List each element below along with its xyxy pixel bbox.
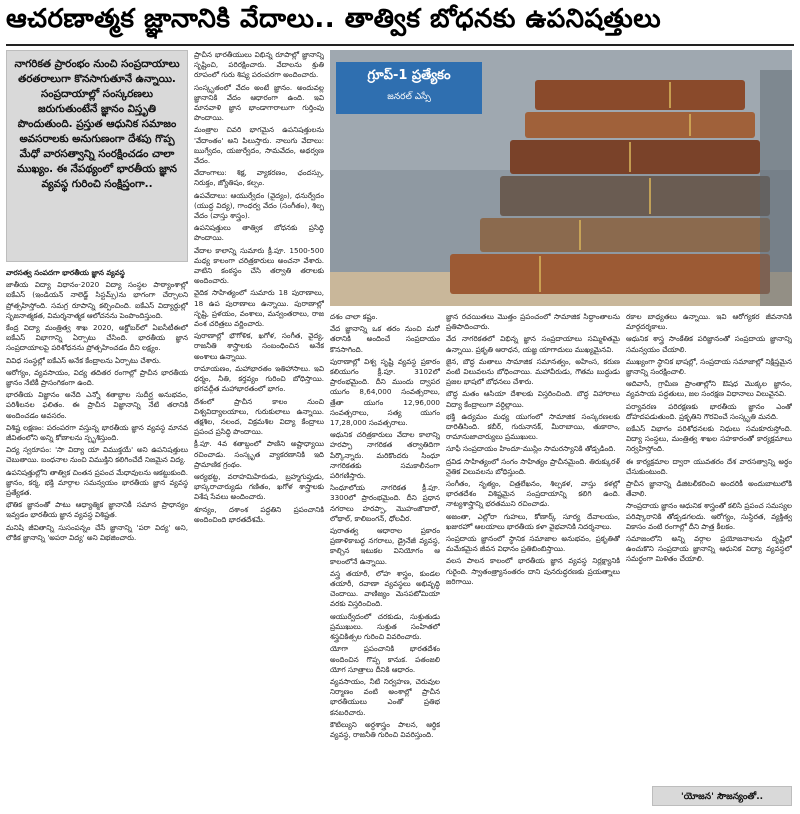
paragraph: సంప్రదాయ జ్ఞానంలో స్థానిక సమాజాల అనుభవం, ప్రకృతితో మమేకమైన జీవన విధానం ప్రతిబింబిస్తాయి. — [446, 534, 620, 554]
paragraph: పురాణాల్లో విశ్వ సృష్టి వ్యవస్థ ప్రకారం కలియుగం క్రీ.పూ. 3102లో ప్రారంభమైంది. దీని ముందు ద్వాపర యుగం 8,64,000 సంవత్సరాలు, త్రేతా యుగం 12,96,000 సంవత్సరాలు, సత్య యుగం 17,28,000 సంవత్సరాలు. — [330, 356, 440, 428]
paragraph: వేద నాగరికతలో విభిన్న జ్ఞాన సంప్రదాయాలు సమ్మిళితమై ఉన్నాయి. ప్రకృతి ఆరాధన, యజ్ఞ యాగాదులు ముఖ్యమైనవి. — [446, 334, 620, 354]
paragraph: ఉపనిషత్తుల్లోని తాత్విక చింతన ప్రపంచ మేధావులను ఆకట్టుకుంది. జ్ఞానం, కర్మ, భక్తి మార్గాల సమన్వయం భారతీయ జ్ఞాన వ్యవస్థ ప్రత్యేకత. — [6, 467, 188, 498]
source-credit: 'యోజన' సౌజన్యంతో.. — [652, 786, 792, 806]
paragraph: భారతీయ విజ్ఞానం అనేది ఎన్నో శతాబ్దాల సుదీర్ఘ అనుభవం, పరిశీలనల ఫలితం. ఈ ప్రాచీన విజ్ఞానాన్ని నేటి తరానికి అందించడం అవసరం. — [6, 390, 188, 420]
headline: ఆచరణాత్మక జ్ఞానానికి వేదాలు.. తాత్విక బోధనకు ఉపనిషత్తులు — [6, 4, 662, 34]
paragraph: భౌతిక జ్ఞానంతో పాటు ఆధ్యాత్మిక జ్ఞానానికీ సమాన ప్రాధాన్యం ఇవ్వడం భారతీయ జ్ఞాన వ్యవస్థ విశిష్టత. — [6, 500, 188, 520]
banner-subtitle: జనరల్ ఎస్సే — [387, 92, 431, 102]
paragraph: దేశంలో ప్రాచీన కాలం నుంచి విశ్వవిద్యాలయాలు, గురుకులాలు ఉన్నాయి. తక్షశిల, నలంద, విక్రమశిల విద్యా కేంద్రాలు ప్రపంచ ప్రసిద్ధి పొందాయి. — [194, 396, 324, 437]
paragraph: దశం చాలా కష్టం. — [330, 312, 378, 321]
paragraph: వారసత్వ సంపదగా భారతీయ జ్ఞాన వ్యవస్థ — [6, 268, 125, 277]
paragraph: సంస్కృతంలో వేదం అంటే జ్ఞానం. అందువల్ల జ్ఞానానికి వేదం ఆధారంగా ఉంది. ఇవి మానవాళి జ్ఞాన భాండాగారాలుగా గుర్తింపు పొందాయి. — [194, 82, 324, 123]
column-4 — [446, 312, 620, 810]
column-1 — [6, 268, 188, 810]
paragraph: ఆదివాసీ, గ్రామీణ ప్రాంతాల్లోని ఔషధ మొక్కల జ్ఞానం, వ్యవసాయ పద్ధతులు, జల సంరక్షణ విధానాలు విలువైనవి. — [626, 379, 792, 399]
paragraph: విశిష్ట లక్షణం: పరంపరగా వస్తున్న భారతీయ జ్ఞాన వ్యవస్థ మానవ జీవితంలోని అన్ని కోణాలను స్పృశిస్తుంది. — [6, 422, 188, 443]
paragraph: జాతీయ విద్యా విధానం-2020 విద్యా సంస్థల పాఠ్యాంశాల్లో ఐకేఎస్ (ఇండియన్ నాలెడ్జ్ సిస్టమ్స్)ను భాగంగా చేర్చాలని ప్రోత్సహిస్తోంది. సమగ్ర రూపాన్ని కల్పించింది. ఐకేఎస్ విద్యార్థుల్లో సృజనాత్మకత, విమర్శనాత్మక ఆలోచనను పెంపొందిస్తుంది. — [6, 280, 188, 320]
paragraph: సింధూలోయ నాగరికత క్రీ.పూ. 3300లో ప్రారంభమైంది. దీని ప్రధాన నగరాలు హరప్పా, మొహంజొదారో, లోథాల్, కాలిబంగన్, ధోలవీర. — [330, 483, 440, 523]
paragraph: ముఖ్యంగా స్థానిక భాషల్లో, సంప్రదాయ సమాజాల్లో నిక్షిప్తమైన జ్ఞానాన్ని సంరక్షించాలి. — [626, 356, 792, 377]
paragraph: జ్ఞాన రచయితలు మొత్తం ప్రపంచంలో సామాజిక సిద్ధాంతాలను ప్రతిపాదించారు. — [446, 312, 620, 332]
paragraph: కౌటిల్యుని అర్థశాస్త్రం పాలన, ఆర్థిక వ్యవస్థ, రాజనీతి గురించి వివరిస్తుంది. — [330, 719, 440, 739]
intro-box: నాగరికత ప్రారంభం నుంచి సంప్రదాయాలు తరతరాలుగా కొనసాగుతూనే ఉన్నాయి. సంప్రదాయాల్లో సంస్కరణలు జరుగుతుంటేనే జ్ఞానం విస్తృతి పొందుతుంది. ప్రస్తుత ఆధునిక సమాజం అవసరాలకు అనుగుణంగా దేశపు గొప్ప మేధో వారసత్వాన్ని సంరక్షించడం చాలా ముఖ్యం. ఈ నేపథ్యంలో భారతీయ జ్ఞాన వ్యవస్థ గురించి సంక్షిప్తంగా.. — [6, 50, 188, 262]
paragraph: వలస పాలన కాలంలో భారతీయ జ్ఞాన వ్యవస్థ నిర్లక్ష్యానికి గురైంది. స్వాతంత్ర్యానంతరం దాని పునరుద్ధరణకు ప్రయత్నాలు జరిగాయి. — [446, 556, 620, 586]
paragraph: ఈ కార్యక్రమాల ద్వారా యువతరం దేశ వారసత్వాన్ని అర్థం చేసుకుంటుంది. — [626, 456, 792, 476]
paragraph: యోగా ప్రపంచానికి భారతదేశం అందించిన గొప్ప కానుక. పతంజలి యోగ సూత్రాలు దీనికి ఆధారం. — [330, 644, 440, 674]
paragraph: భక్తి ఉద్యమం మధ్య యుగంలో సామాజిక సంస్కరణలకు దారితీసింది. కబీర్, గురునానక్, మీరాబాయి, తుకారాం, రామానుజాచార్యులు ప్రముఖులు. — [446, 411, 620, 442]
section-banner — [336, 62, 482, 114]
paragraph: ఉపనిషత్తులు తాత్విక బోధనకు ప్రసిద్ధి పొందాయి. — [194, 223, 324, 243]
paragraph: క్రీ.పూ. 4వ శతాబ్దంలో పాణిని అష్టాధ్యాయి రచించాడు. సంస్కృత వ్యాకరణానికి ఇది ప్రామాణిక గ్రంథం. — [194, 439, 324, 469]
paragraph: సమాజంలోని అన్ని వర్గాల ప్రయోజనాలను దృష్టిలో ఉంచుకొని సంప్రదాయ జ్ఞానాన్ని ఆధునిక విద్యా వ్యవస్థలో సమర్థంగా మిళితం చేయాలి. — [626, 534, 792, 564]
paragraph: పురాతత్వ ఆధారాల ప్రకారం ప్రణాళికాబద్ధ నగరాలు, డ్రైనేజీ వ్యవస్థ, కాల్చిన ఇటుకల వినియోగం ఆ కాలంలోనే ఉన్నాయి. — [330, 526, 440, 566]
paragraph: వ్యవసాయం, నీటి నిర్వహణ, చెరువుల నిర్మాణం వంటి అంశాల్లో ప్రాచీన భారతీయులు ఎంతో ప్రతిభ కనబరిచారు. — [330, 676, 440, 717]
paragraph: వివిధ సంస్థల్లో ఐకేఎస్ అనేక కేంద్రాలను ఏర్పాటు చేశారు. — [6, 355, 162, 365]
paragraph: వేద జ్ఞానాన్ని ఒక తరం నుంచి మరో తరానికి అందించే సంప్రదాయం కొనసాగింది. — [330, 324, 440, 354]
column-2 — [194, 50, 324, 810]
paragraph: ఆధునిక శాస్త్ర సాంకేతిక పరిజ్ఞానంతో సంప్రదాయ జ్ఞానాన్ని సమన్వయం చేయాలి. — [626, 334, 792, 354]
paragraph: రకాల బాధ్యతలు ఉన్నాయి. ఇవి ఆరోగ్యకర జీవనానికి మార్గదర్శకాలు. — [626, 312, 792, 332]
paragraph: కేంద్ర విద్యా మంత్రిత్వ శాఖ 2020, అక్టోబర్‌లో ఏఐసీటీఈలో ఐకేఎస్ విభాగాన్ని ఏర్పాటు చేసింది. భారతీయ జ్ఞాన సంప్రదాయాలపై పరిశోధనను ప్రోత్సహించడం దీని లక్ష్యం. — [6, 323, 188, 353]
paragraph: వైదిక సాహిత్యంలో సుమారు 18 పురాణాలు, 18 ఉప పురాణాలు ఉన్నాయి. పురాణాల్లో సృష్టి, ప్రళయం, వంశాలు, మన్వంతరాలు, రాజ వంశ చరిత్రలు వర్ణించారు. — [194, 288, 324, 329]
paragraph: సూఫీ సంప్రదాయం హిందూ-ముస్లిం సామరస్యానికి తోడ్పడింది. — [446, 444, 616, 454]
paragraph: ద్రవిడ సాహిత్యంలో సంగం సాహిత్యం ప్రాచీనమైంది. తిరుక్కురళ్ నైతిక విలువలను బోధిస్తుంది. — [446, 456, 620, 476]
paragraph: జైన, బౌద్ధ మతాలు సామాజిక సమానత్వం, అహింస, కరుణ వంటి విలువలను బోధించాయి. మహావీరుడు, గౌతమ బుద్ధుడు ప్రజల భాషలో బోధనలు చేశారు. — [446, 356, 620, 387]
paragraph: ఆయుర్వేదంలో చరకుడు, సుశ్రుతుడు ప్రముఖులు. సుశ్రుత సంహితలో శస్త్రచికిత్సల గురించి వివరించారు. — [330, 611, 440, 642]
paragraph: వస్త్ర తయారీ, లోహ శాస్త్రం, కుండల తయారీ, రవాణా వ్యవస్థలు అభివృద్ధి చెందాయి. వాణిజ్యం మెసపటోమియా వరకు విస్తరించింది. — [330, 568, 440, 609]
paragraph: ప్రాచీన జ్ఞానాన్ని డిజిటలీకరించి అందరికీ అందుబాటులోకి తేవాలి. — [626, 479, 792, 499]
paragraph: ఆధునిక చరిత్రకారులు వేదాల కాలాన్ని హరప్పా నాగరికత తర్వాతిదిగా పేర్కొన్నారు. మరికొందరు సింధూ నాగరికతకు సమకాలీనంగా పరిగణిస్తారు. — [330, 430, 440, 481]
paragraph: మనిషి జీవితాన్ని సుసంపన్నం చేసే జ్ఞానాన్ని 'పరా విద్య' అని, లౌకిక జ్ఞానాన్ని 'అపరా విద్య' అని విభజించారు. — [6, 522, 188, 542]
paragraph: ప్రాచీన భారతీయులు విభిన్న రూపాల్లో జ్ఞానాన్ని సృష్టించి, పరిరక్షించారు. వేదాలను శ్రుతి రూపంలో గురు శిష్య పరంపరగా అందించారు. — [194, 50, 324, 80]
column-5 — [626, 312, 792, 782]
paragraph: అజంతా, ఎల్లోరా గుహలు, కోణార్క్ సూర్య దేవాలయం, ఖజురహో ఆలయాలు భారతీయ కళా వైభవానికి నిదర్శనాలు. — [446, 511, 620, 531]
paragraph: ఆరోగ్యం, వ్యవసాయం, విద్య తదితర రంగాల్లో ప్రాచీన భారతీయ జ్ఞానం నేటికీ ప్రాసంగికంగా ఉంది. — [6, 367, 188, 388]
paragraph: విద్య స్వరూపం: 'సా విద్యా యా విముక్తయే' అని ఉపనిషత్తులు చెబుతాయి. బంధనాల నుంచి విముక్తిని కలిగించేదే నిజమైన విద్య. — [6, 445, 188, 465]
banner-title: గ్రూప్-1 ప్రత్యేకం — [367, 68, 451, 83]
headline-rule — [6, 44, 794, 46]
paragraph: వేదాల కాలాన్ని సుమారు క్రీ.పూ. 1500-500 మధ్య కాలంగా చరిత్రకారులు అంచనా వేశారు. వాటిని కంఠస్థం చేసి తర్వాతి తరాలకు అందించారు. — [194, 245, 324, 286]
paragraph: ఉపవేదాలు: ఆయుర్వేదం (వైద్యం), ధనుర్వేదం (యుద్ధ విద్య), గాంధర్వ వేదం (సంగీతం), శిల్ప వేదం (వాస్తు శాస్త్రం). — [194, 190, 324, 221]
paragraph: ఐకేఎస్ విభాగం పరిశోధనలకు నిధులు సమకూరుస్తోంది. విద్యా సంస్థలు, మంత్రిత్వ శాఖల సహకారంతో కార్యక్రమాలు నిర్వహిస్తోంది. — [626, 424, 792, 454]
paragraph: సంగీతం, నృత్యం, చిత్రలేఖనం, శిల్పకళ, వాస్తు కళల్లో భారతదేశం విశిష్టమైన సంప్రదాయాన్ని కలిగి ఉంది. నాట్యశాస్త్రాన్ని భరతముని రచించాడు. — [446, 479, 620, 509]
paragraph: మంత్రాల చివరి భాగమైన ఉపనిషత్తులను 'వేదాంతం' అని పిలుస్తారు. నాలుగు వేదాలు: ఋగ్వేదం, యజుర్వేదం, సామవేదం, అథర్వణ వేదం. — [194, 125, 324, 166]
column-3 — [330, 312, 440, 810]
paragraph: రామాయణం, మహాభారతం ఇతిహాసాలు. ఇవి ధర్మం, నీతి, కర్తవ్యం గురించి బోధిస్తాయి. భగవద్గీత మహాభారతంలో భాగం. — [194, 363, 324, 394]
paragraph: ఆర్యభట్ట, వరాహమిహిరుడు, బ్రహ్మగుప్తుడు, భాస్కరాచార్యుడు గణితం, ఖగోళ శాస్త్రాలకు విశేష సేవలు అందించారు. — [194, 471, 324, 502]
paragraph: బౌద్ధ మతం ఆసియా దేశాలకు విస్తరించింది. బౌద్ధ విహారాలు విద్యా కేంద్రాలుగా వర్ధిల్లాయి. — [446, 389, 620, 409]
paragraph: సాంప్రదాయ జ్ఞానం ఆధునిక శాస్త్రంతో కలిసి ప్రపంచ సమస్యల పరిష్కారానికి తోడ్పడగలదు. ఆరోగ్యం, సుస్థిరత, వ్యక్తిత్వ వికాసం వంటి రంగాల్లో దీని పాత్ర కీలకం. — [626, 501, 792, 531]
paragraph: పర్యావరణ పరిరక్షణకు భారతీయ జ్ఞానం ఎంతో దోహదపడుతుంది. ప్రకృతిని గౌరవించే సంస్కృతి మనది. — [626, 401, 792, 421]
paragraph: పురాణాల్లో భౌగోళిక, ఖగోళ, సంగీత, వైద్య, రాజనీతి శాస్త్రాలకు సంబంధించిన అనేక అంశాలు ఉన్నాయి. — [194, 331, 324, 361]
paragraph: శూన్యం, దశాంశ పద్ధతిని ప్రపంచానికి అందించింది భారతదేశమే. — [194, 504, 324, 524]
paragraph: వేదాంగాలు: శిక్ష, వ్యాకరణం, ఛందస్సు, నిరుక్తం, జ్యోతిషం, కల్పం. — [194, 168, 324, 188]
